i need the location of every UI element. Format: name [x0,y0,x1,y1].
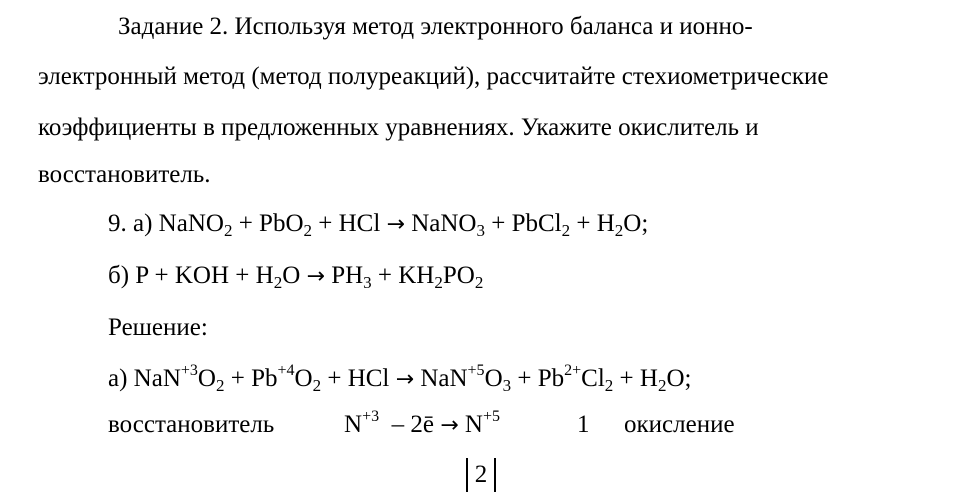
equation-b: б) P + KOH + $H_2O \to PH_3 + KH_2PO_2$ [108,262,484,292]
arrow-icon: → [306,264,325,289]
balance-role: восстановитель [108,411,275,438]
solution-heading: Решение: [108,314,208,341]
equation-a: 9. а) NaNO$_2$ + PbO$_2$ + HCl → NaNO$_3$ + PbCl$_2$ + $H_2O$; [108,210,649,240]
arrow-icon: → [395,367,415,392]
balance-process: окисление [624,411,735,438]
balance-lcm-box [466,458,496,492]
balance-lcm: 2 [474,461,488,488]
arrow-icon: → [440,413,459,438]
reaction-a-oxidation-states: а) $NaN^{+3}O_2 + Pb^{+4}O_2$ + HCl → $NaN^{+5}O_3 + Pb^{2+}Cl_2 + H_2O$; [108,362,692,395]
task-line-3: коэффициенты в предложенных уравнениях. Укажите окислитель и [38,114,759,141]
task-line-2: электронный метод (метод полуреакций), рассчитайте стехиометрические [38,63,829,90]
balance-coefficient: 1 [577,411,590,438]
task-line-1: Задание 2. Используя метод электронного баланса и ионно- [118,13,753,40]
arrow-icon: → [386,212,405,237]
balance-half-reaction: $N^{+3}$ – 2ē → $N^{+5}$ [344,408,500,438]
task-line-4: восстановитель. [38,161,211,188]
